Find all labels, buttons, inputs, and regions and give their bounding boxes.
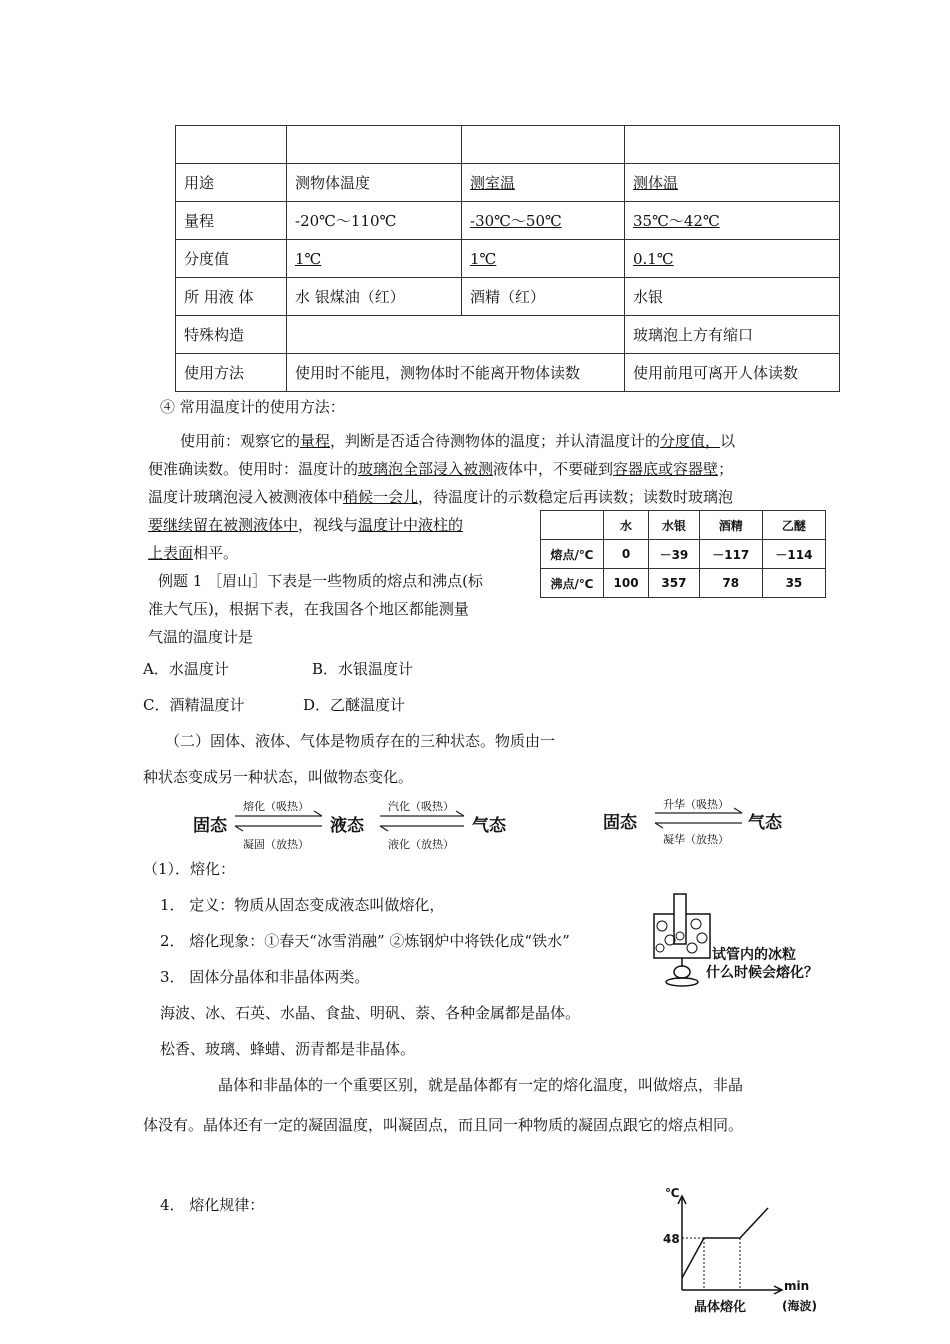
table-cell: 玻璃泡上方有缩口 — [625, 316, 840, 354]
states-line-2: 种状态变成另一种状态，叫做物态变化。 — [143, 768, 414, 786]
label-liquid: 液态 — [330, 816, 364, 836]
graph-caption: 晶体熔化 — [694, 1300, 747, 1315]
row-label: 所 用液 体 — [176, 278, 287, 316]
states-line-1: （二）固体、液体、气体是物质存在的三种状态。物质由一 — [165, 732, 556, 750]
melting-item-2: 2． 熔化现象：①春天“冰雪消融” ②炼钢炉中将铁化成“铁水” — [160, 932, 570, 950]
difference-line-2: 体没有。晶体还有一定的凝固温度，叫凝固点，而且同一种物质的凝固点跟它的熔点相同。 — [143, 1116, 744, 1134]
label-desublime: 凝华（放热） — [663, 833, 729, 846]
melting-heading: （1）．熔化： — [143, 860, 236, 878]
option-d: D．乙醚温度计 — [303, 696, 406, 714]
x-axis-unit: min — [784, 1279, 810, 1293]
melting-item-1: 1． 定义：物质从固态变成液态叫做熔化， — [160, 896, 445, 914]
table-row: 沸点/℃ 100 357 78 35 — [541, 569, 826, 598]
example-line-2: 准大气压)，根据下表，在我国各个地区都能测量 — [148, 600, 469, 618]
table-cell: 水银 — [625, 278, 840, 316]
row-label: 用途 — [176, 164, 287, 202]
table-cell: 1℃ — [462, 240, 625, 278]
usage-line-2: 便准确读数。使用时：温度计的玻璃泡全部浸入被测液体中，不要碰到容器底或容器壁； — [148, 460, 734, 478]
difference-line-1: 晶体和非晶体的一个重要区别，就是晶体都有一定的熔化温度，叫做熔点，非晶 — [218, 1076, 744, 1094]
table-cell: -30℃～50℃ — [462, 202, 625, 240]
table-cell: 1℃ — [287, 240, 462, 278]
row-label: 量程 — [176, 202, 287, 240]
label-solid: 固态 — [193, 816, 227, 836]
option-a: A．水温度计 — [143, 660, 229, 678]
label-melt: 熔化（吸热） — [243, 800, 309, 813]
noncrystals-line: 松香、玻璃、蜂蜡、沥青都是非晶体。 — [160, 1040, 416, 1058]
table-cell: 使用前甩可离开人体读数 — [625, 354, 840, 392]
label-gas: 气态 — [472, 816, 506, 836]
table-cell: 测物体温度 — [287, 164, 462, 202]
row-label: 使用方法 — [176, 354, 287, 392]
table-cell: 使用时不能甩，测物体时不能离开物体读数 — [287, 354, 625, 392]
figure-caption-2: 什么时候会熔化？ — [706, 965, 818, 981]
row-label: 分度值 — [176, 240, 287, 278]
label-liquefy: 液化（放热） — [388, 838, 454, 851]
table-cell: 测室温 — [462, 164, 625, 202]
crystals-line: 海波、冰、石英、水晶、食盐、明矾、萘、各种金属都是晶体。 — [160, 1004, 581, 1022]
y-tick-48: 48 — [663, 1232, 680, 1246]
graph-caption-2: (海波) — [782, 1299, 817, 1313]
melting-item-3: 3． 固体分晶体和非晶体两类。 — [160, 968, 370, 986]
table-cell: 0.1℃ — [625, 240, 840, 278]
example-line-1: 例题 1 ［眉山］下表是一些物质的熔点和沸点(标 — [158, 572, 483, 590]
example-line-3: 气温的温度计是 — [148, 628, 254, 646]
table-cell: -20℃～110℃ — [287, 202, 462, 240]
option-b: B．水银温度计 — [312, 660, 414, 678]
usage-line-4: 要继续留在被测液体中，视线与温度计中液柱的 — [148, 516, 464, 534]
table-cell: 酒精（红） — [462, 278, 625, 316]
option-c: C．酒精温度计 — [143, 696, 245, 714]
usage-line-1: 使用前：观察它的量程，判断是否适合待测物体的温度；并认清温度计的分度值，以 — [180, 432, 736, 450]
figure-caption-1: 试管内的冰粒 — [712, 947, 796, 963]
table-cell: 35℃～42℃ — [625, 202, 840, 240]
table-row: 水 水银 酒精 乙醚 — [541, 511, 826, 540]
label-solidify: 凝固（放热） — [243, 838, 309, 851]
label-gas-2: 气态 — [748, 813, 782, 833]
table-row: 熔点/℃ 0 －39 －117 －114 — [541, 540, 826, 569]
row-label: 特殊构造 — [176, 316, 287, 354]
usage-line-3: 温度计玻璃泡浸入被测液体中稍候一会儿，待温度计的示数稳定后再读数；读数时玻璃泡 — [148, 488, 734, 506]
label-sublime: 升华（吸热） — [663, 798, 729, 811]
melting-item-4: 4． 熔化规律： — [160, 1196, 265, 1214]
melting-curve — [670, 1190, 790, 1300]
table-cell: 测体温 — [625, 164, 840, 202]
table-cell: 水 银煤油（红） — [287, 278, 462, 316]
y-axis-unit: ℃ — [665, 1186, 680, 1200]
label-vaporize: 汽化（吸热） — [388, 800, 454, 813]
label-solid-2: 固态 — [603, 813, 637, 833]
usage-line-5: 上表面相平。 — [148, 544, 239, 562]
usage-heading: ④ 常用温度计的使用方法： — [160, 398, 345, 416]
